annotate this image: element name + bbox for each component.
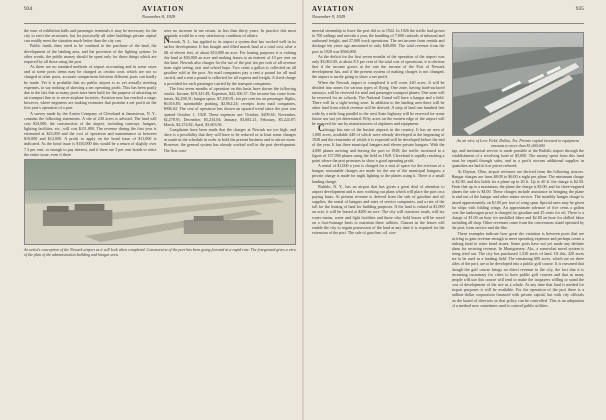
right-col1-paragraph: As the deficit for the first seven months of the operation of the airport was only $3,063.00, or about 8.5 per cent of the total cost of operations, it is obvious that if the income grows at the rate the income of the Port of Newark development has, and if the present system of making charges is not changed, the airport is surely going to show a net profit. bbox=[312, 53, 445, 80]
right-col2-paragraph: At Dayton, Ohio, airport revenues are derived from the following sources. Hangar charges are from $8.00 to $6.00 a night per plane. The minimum charge is $2.00, and this holds for a plane up to 20 ft. Up to 40 ft. the charge is $2.50. From that up to a maximum, the plane the charge is $3.00, and for three-engined planes the rate is $4.00. These charges include assistance in bringing the plane in and out of the hangar and other minor service. The monthly hangar charge is based approximately on $1.00 per foot of wing span. Special rates may be given for ships with folding wings. An approximate advance of five cents a gallon over the tankwagon price is charged for gasoline and 25 cents for oil. There is a charge of $1.00 an hour for unskilled labor and $2.00 an hour for skilled labor including all shop. Other revenues come from the concessions stand operated by the port, from service and the like. bbox=[451, 168, 584, 231]
right-page-header bbox=[312, 5, 584, 24]
left-column-2 bbox=[164, 28, 297, 157]
right-photo-caption: An air view of Love Field, Dallas, Tex. Private capital invested in equipment amounts to more than $1,000,000 bbox=[456, 138, 580, 148]
left-photo-caption: An artist's conception of the Newark airport as it will look when completed. Construction of the port has been going forward at a rapid rate. The foreground gives a view of the plan of the administration building and hangar area. bbox=[24, 246, 296, 257]
left-columns bbox=[24, 28, 296, 157]
left-col1-paragraph: A survey made by the Austin Company of Cleveland at Jamestown, N. Y., contains the following statements. A site of 230 acres is advised. The land will cost $34,000, the construction of the airport, including runways, hangars, lighting facilities, etc., will cost $111,000. The revenue during the first year is estimated at $23,000 and the cost of operation and maintenance at between $10,000 and $12,000. A profit to apply on the bond issue of $11,000 is indicated. As the bond issue is $150,000 this would be a return of slightly over 7.3 per cent. or enough to pay interest, and if there are 3 per cent bonds to retire the entire issue, even if there bbox=[24, 110, 157, 157]
left-page-date: November 8, 1929 bbox=[142, 14, 176, 19]
right-col2-paragraph: age, and mechanical service is made possible at the Buffalo airport through the establishment of a revolving fund of $5,000. The money spent from this fund must be repaid through sales, and in a profit accrues additional supplies in quantities are had at low prices reduced. bbox=[451, 148, 584, 169]
right-col1-paragraph: Buffalo, N. Y., has an airport that has given a great deal of attention to airport development and is now working out plans which will place the port on a paying basis. At present revenue is derived from the sale of gasoline and oil supplies, the rental of hangars and rates of service companies, and a rate of the toll for the leasing of land for building purposes. If the land is valued at $1,000 an acre, it will be leased at $200 an acre. The city will construct roads, will lay water mains, water and light facilities and those who hold leases will be taxed on a foot-frontage basis to maintain these utilities. Clauses in the leases will enable the city to regain possession of the land at any time it is required for the extension of the port. The sale of gasoline, oil, stor- bbox=[312, 183, 445, 236]
right-page bbox=[304, 0, 606, 420]
left-col1-paragraph: As there are no standard methods of airport accounting and in some cases and at some ports items may be charged as certain costs which are not so charged at other ports, accurate comparisons between different ports can hardly be made. Yet it is probable that no public airport is as yet actually meeting expenses, to say nothing of showing a net operating profit. This has been partly due to the fact that so many ports have been built for the purpose of attracting an air transport line or to serve airplane factories. Aviation now has reached a stage, however, where engineers are making estimates that promise a net profit on the first year's operation of a port. bbox=[24, 64, 157, 111]
right-columns bbox=[312, 28, 584, 308]
left-column-1 bbox=[24, 28, 157, 157]
aerial-field-icon bbox=[453, 33, 584, 135]
right-column-1 bbox=[312, 28, 445, 308]
right-page-date: November 9, 1929 bbox=[312, 14, 346, 19]
right-column-2 bbox=[452, 28, 585, 308]
left-page bbox=[0, 0, 302, 420]
left-col2-paragraph: were no increase in net return, in less than thirty years. In practice this most certainly would be a very satisfactory condition of affairs. bbox=[163, 28, 296, 39]
love-field-aerial-photo bbox=[452, 32, 585, 136]
left-col1-paragraph: Public funds, then, need to be confined to the purchase of the land, the development of the landing area, and the provision of the lighting system. In other words, the public money should be spent only for those things which are required by all those using the port. bbox=[24, 43, 157, 64]
right-magazine-title: AVIATION bbox=[312, 5, 355, 13]
left-page-header bbox=[24, 5, 296, 24]
left-col1-paragraph: the ease of exhibition halls and passenger terminals it may be necessary for the city to erect the structures, but for practically all other buildings private capital can readily meet the situation much better than the city can. bbox=[24, 28, 157, 44]
left-magazine-title: AVIATION bbox=[142, 5, 185, 13]
left-col2-paragraph: Complaints have been made that the charges at Newark are too high, and there is a possibility that they will have to be reduced or at least some changes be made in the schedule in order to hold the present business and to attract more. However, the general system has already worked well in the port development. The first com- bbox=[163, 126, 296, 153]
right-page-number: 935 bbox=[575, 6, 584, 12]
right-col2-paragraph: These examples indicate how great the variation is between ports that are striving to gain revenue enough to meet operating expenses and perhaps create a sinking fund to retire bond issues. Some ports have not yet made any definite plans for securing revenue. In Montgomery, Ala., a somewhat novel system is being tried out. The city has purchased 1,520 acres of land. Of this, 420 acres are to be used as a landing field. The remaining 600 acres, which are on three sides of the port, are to be developed into a public golf course. It is reasoned that though the golf course brings no direct revenue to the city, the fact that it is becoming customary for cities to have public golf courses and that as many people will use this course will tend to make the taxpayers willing to stand the cost of development of the site as a whole. At any time that land is needed for airport purposes it will be available. For the operation of the port there is a million-dollar corporation financed with private capital, but with city officials on the board of directors so that policy can be controlled. This is an adaptation of a method now sometimes used to control public utilities. bbox=[451, 230, 584, 308]
right-col1-paragraph: Chicago has one of the busiest airports in the country. It has an area of 1,000 acres, available 440 of which were already developed at the beginning of 1928 and the remainder of which it is expected will be developed before the end of the year. It has three municipal hangars and eleven private hangars. With the 4,000 planes arriving and leaving the port in 1928, the traffic increased to a figure of 157,000 planes using the field in 1928. Cleveland is rapidly reaching a point where the port promises to show a good operating profit. bbox=[312, 122, 445, 163]
left-page-number: 934 bbox=[24, 6, 33, 12]
airport-drawing-icon bbox=[25, 160, 295, 244]
newark-airport-illustration bbox=[24, 159, 296, 245]
left-col2-paragraph: The first seven months of operation on this basis have shown the following results: Income, $19,341.49; Expenses, $22,306.37. The income has come from: leases, $2,298.31; hangar space, $7,290.91; ten per cent tax on passenger flights, $6,016.85; automobile parking, $2,962.24; receipts from mail companies, $906.04. The cost of operation has shown an upward trend since the port was opened October 1, 1928. These expenses are: October, $209.65; November, $2,278.91; December, $5,234.04; January, $3,682.21; February, $5,224.87; March, $2,274.82; April, $3,603.56. bbox=[163, 85, 296, 127]
right-col1-paragraph: When the Newark airport is completed it will cover 420 acres. It will be divided into zones for various types of flying. One zone, having hard-surfaced runways, will be reserved for mail and passenger transport planes. One zone will be reserved for air schools. The National Guard will have a hangar and a field. There will be a sight-seeing zone. In addition to the landing area there will be other land from which revenue will be derived. A strip of land one hundred feet wide by a mile long parallel to the west State highway will be reserved for some future use not yet determined. Fifty acres on the eastern edge of the airport will be reserved for use by manufacturers of airplanes and equipment. bbox=[312, 79, 445, 126]
right-col1-paragraph: A rental of $1,000 a year is charged for a unit of space for the erection of a hangar; reasonable charges are made for the use of the municipal hangars; a private charge is made for night lighting to the planes using it. There is a small landing charge. bbox=[312, 163, 445, 184]
left-col2-paragraph: Newark, N. J., has applied to its airport a system that has worked well in its harbor development. It has bought and filled marsh land at a total cost, after a fill of eleven feet, of about $10,000 an acre. For leasing purposes it is valuing this land at $30,000 an acre and making leases at an interest of 10 per cent on this base. Newark also charges for the use of the port ten per cent of all revenue from sight seeing, taxi and school hops. Two cents a gallon is collected on all gasoline sold at the port. Air mail companies pay a rent a pound for all mail carried, and a rent a pound is collected for all express and freight. A fixed charge is provided for each passenger carried by the transport companies. bbox=[163, 35, 296, 86]
right-col1-paragraph: mercial steamship to leave the port did so in 1922. In 1926 the traffic had grown to 700 sailings and arrivals a year, the handling of 7,000 carloads of inbound and outbound freight, and 27,000 truck operations. The net income from rentals and dockage ten years ago amounted to only $40,000. The total revenue from the port in 1928 was $566,000. bbox=[312, 28, 445, 54]
